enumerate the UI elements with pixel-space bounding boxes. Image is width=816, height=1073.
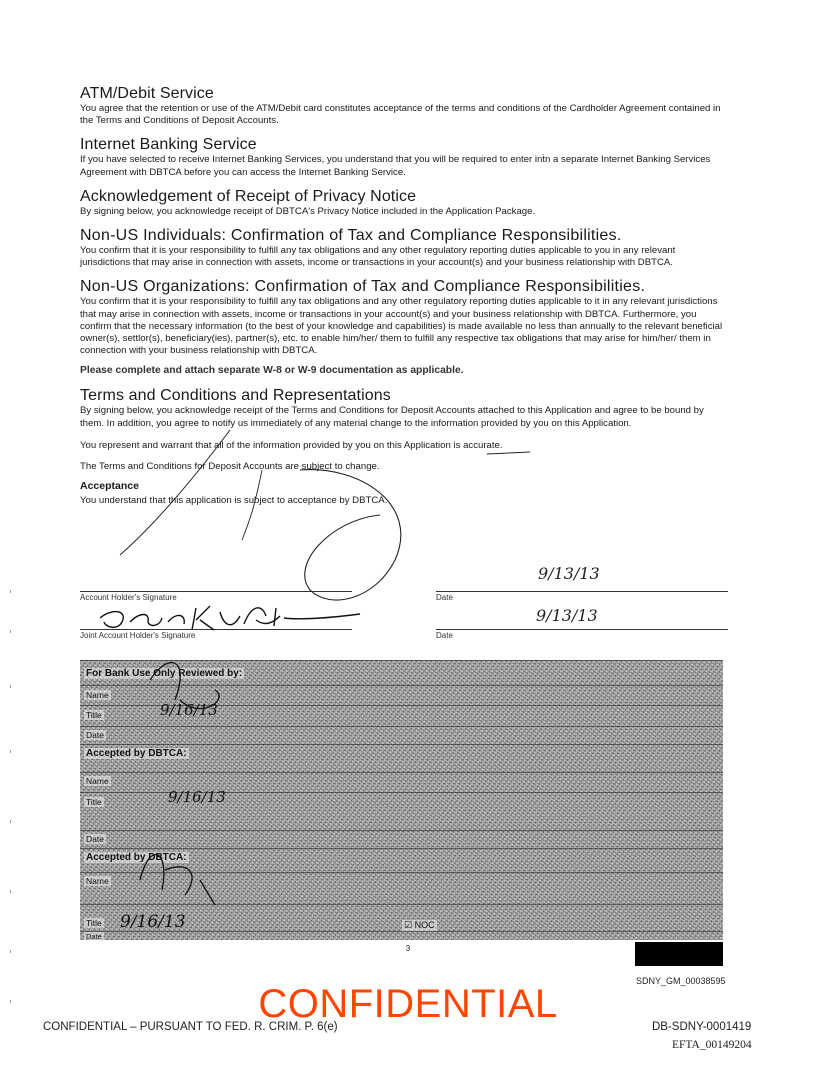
represent-warrant-text: You represent and warrant that all of the information provided by you on this Application is accurate. bbox=[80, 439, 503, 451]
section-title: Terms and Conditions and Representations bbox=[80, 387, 391, 405]
rule bbox=[80, 772, 723, 773]
name-label: Name bbox=[86, 690, 109, 700]
section-body: By signing below, you acknowledge receipt of the Terms and Conditions for Deposit Accounts attached to this Application and agree to be bound by them. In addition, you agree to notify us immediately of any material change to the information provided by you on this Application. bbox=[80, 405, 704, 429]
holder-signature-label: Account Holder's Signature bbox=[80, 593, 177, 602]
terms-content bbox=[80, 84, 728, 516]
title-label: Title bbox=[86, 918, 102, 928]
handwritten-title-date: 9/16/13 bbox=[120, 912, 186, 932]
section-body: If you have selected to receive Internet Banking Services, you understand that you will be required to enter inṫn a separate Internet Banking Services Agreement with DBTCA before you can access the Internet Banking Service. bbox=[80, 154, 711, 178]
signature-line bbox=[80, 629, 352, 630]
accepted-by-label: Accepted by DBTCA: bbox=[86, 748, 187, 759]
w8-notice: Please complete and attach separate W-8 or W-9 documentation as applicable. bbox=[80, 365, 464, 377]
margin-scan-marks bbox=[10, 590, 14, 1040]
section-body: You agree that the retention or use of the ATM/Debit card constitutes acceptance of the terms and conditions of the Cardholder Agreement contained in the Terms and Conditions of Deposit Accounts. bbox=[80, 103, 721, 127]
section-title: ATM/Debit Service bbox=[80, 85, 214, 102]
holder-handwritten-date: 9/13/13 bbox=[538, 564, 600, 583]
accepted-by-label: Accepted by DBTCA: bbox=[86, 852, 187, 863]
acceptance-body: You understand that this application is subject to acceptance by DBTCA. bbox=[80, 494, 388, 506]
subject-to-change-text: The Terms and Conditions for Deposit Accounts are subject to change. bbox=[80, 460, 380, 472]
section-atm-debit bbox=[80, 84, 728, 127]
joint-signature-label: Joint Account Holder's Signature bbox=[80, 631, 196, 640]
section-body: You confirm that it is your responsibility to fulfill any tax obligations and any other regulatory reporting duties applicable to it in any relevant jurisdictions that may arise in connection with assets, income or transactions in your account(s) and your business relationship with DBTCA. Furthermore, you confirm that the necessary information (to the best of your knowledge and capabilities) is made available no less than annually to the relevant beneficial owner(s), settlor(s), beneficiary(ies), partner(s), etc. to enable him/her/ them to fulfill any respective tax obligations that may arise for him/her/ them in connection with your business relationship with DBTCA. bbox=[80, 296, 723, 357]
section-title: Acknowledgement of Receipt of Privacy Notice bbox=[80, 187, 417, 205]
bates-number: SDNY_GM_00038595 bbox=[636, 976, 726, 986]
section-title: Non-US Organizations: Confirmation of Tax and Compliance Responsibilities. bbox=[80, 278, 646, 296]
rule bbox=[80, 830, 723, 831]
rule bbox=[80, 848, 723, 849]
section-body: By signing below, you acknowledge receipt of DBTCA's Privacy Notice included in the Application Package. bbox=[80, 205, 536, 217]
section-internet-banking bbox=[80, 135, 728, 178]
title-label: Title bbox=[86, 797, 102, 807]
efta-id: EFTA_00149204 bbox=[672, 1039, 752, 1051]
noc-label: NOC bbox=[414, 920, 435, 930]
joint-date-label: Date bbox=[436, 631, 453, 640]
noc-checkbox-label: ☑ NOC bbox=[404, 920, 435, 930]
acceptance-heading: Acceptance bbox=[80, 479, 139, 492]
page-number: 3 bbox=[405, 944, 411, 953]
rule bbox=[80, 726, 723, 727]
rule bbox=[80, 685, 723, 686]
rule bbox=[80, 904, 723, 905]
title-label: Title bbox=[86, 710, 102, 720]
rule bbox=[80, 660, 723, 661]
footer-left-notice: CONFIDENTIAL – PURSUANT TO FED. R. CRIM. P. 6(e) bbox=[43, 1021, 338, 1033]
account-holder-signature-row bbox=[80, 564, 728, 602]
bank-use-only-box bbox=[80, 660, 723, 940]
bank-use-header: For Bank Use Only Reviewed by: bbox=[86, 668, 243, 679]
handwritten-title-date: 9/16/13 bbox=[168, 788, 226, 806]
redaction-box bbox=[635, 942, 723, 966]
date-line bbox=[436, 591, 728, 592]
rule bbox=[80, 744, 723, 745]
date-line bbox=[436, 629, 728, 630]
rule bbox=[80, 872, 723, 873]
section-non-us-organizations bbox=[80, 277, 728, 357]
date-label: Date bbox=[86, 834, 104, 844]
joint-holder-signature-row bbox=[80, 606, 728, 640]
footer-doc-id: DB-SDNY-0001419 bbox=[652, 1021, 752, 1033]
rule bbox=[80, 931, 723, 932]
date-label: Date bbox=[86, 932, 102, 940]
joint-handwritten-date: 9/13/13 bbox=[536, 606, 598, 625]
section-non-us-individuals bbox=[80, 226, 728, 269]
signature-line bbox=[80, 591, 352, 592]
section-body: You confirm that it is your responsibility to fulfill any tax obligations and any other regulatory reporting duties applicable to you in any relevant jurisdictions that may arise in connection with assets, income or transactions in your account(s) and your business relationship with DBTCA. bbox=[80, 245, 676, 269]
section-title: Non-US Individuals: Confirmation of Tax and Compliance Responsibilities. bbox=[80, 227, 622, 245]
name-label: Name bbox=[86, 876, 109, 886]
handwritten-title-date: 9/16/13 bbox=[160, 701, 218, 719]
section-terms-conditions bbox=[80, 386, 728, 506]
section-title: Internet Banking Service bbox=[80, 136, 257, 154]
holder-date-label: Date bbox=[436, 593, 453, 602]
section-privacy-notice bbox=[80, 187, 728, 218]
date-label: Date bbox=[86, 730, 104, 740]
confidential-stamp: CONFIDENTIAL bbox=[258, 982, 558, 1026]
name-label: Name bbox=[86, 776, 109, 786]
